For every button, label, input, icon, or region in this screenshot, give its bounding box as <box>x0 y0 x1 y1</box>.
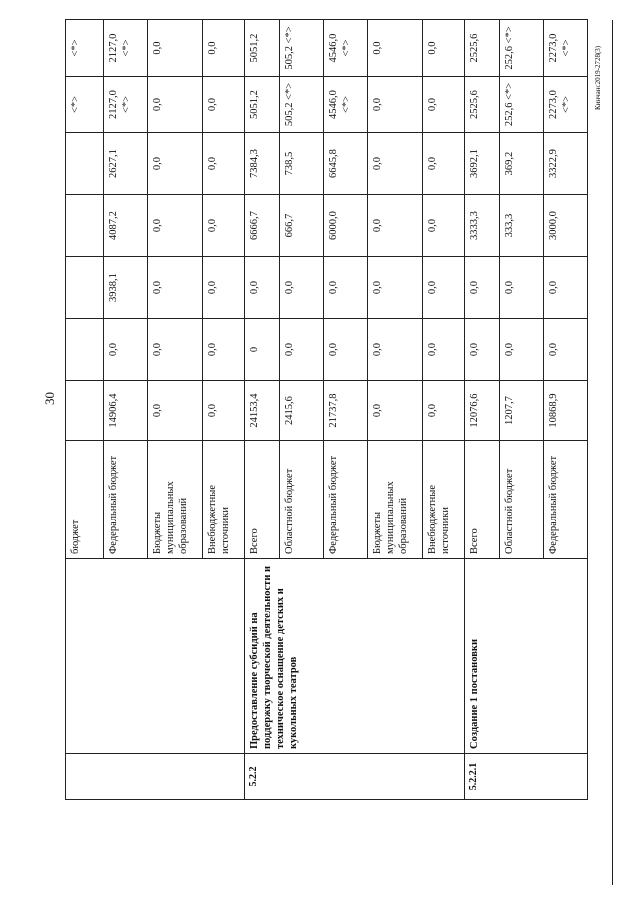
value-cell: 4546,0 <*> <box>324 77 368 133</box>
page-number: 30 <box>42 392 57 405</box>
value-cell: 0,0 <box>465 319 500 381</box>
value-cell: 0,0 <box>203 77 245 133</box>
value-cell: 2525,6 <box>465 20 500 77</box>
value-cell: 0,0 <box>203 381 245 441</box>
value-cell <box>66 133 104 195</box>
budget-table <box>65 19 588 800</box>
value-cell: 0,0 <box>324 319 368 381</box>
table-row <box>465 20 500 800</box>
value-cell: 10868,9 <box>544 381 588 441</box>
value-cell: 0,0 <box>245 257 280 319</box>
value-cell: 2127,0 <*> <box>104 20 148 77</box>
value-cell: 0,0 <box>203 133 245 195</box>
value-cell: 2627,1 <box>104 133 148 195</box>
value-cell: 369,2 <box>500 133 544 195</box>
row-code-cell: 5.2.2 <box>245 754 465 800</box>
budget-table-rotated <box>65 20 573 800</box>
value-cell: 2525,6 <box>465 77 500 133</box>
value-cell: 4087,2 <box>104 195 148 257</box>
source-cell: Внебюджетные источники <box>203 441 245 559</box>
value-cell: 0,0 <box>423 381 465 441</box>
value-cell: 0,0 <box>203 20 245 77</box>
source-cell: бюджет <box>66 441 104 559</box>
value-cell: 21737,8 <box>324 381 368 441</box>
value-cell: 0,0 <box>280 319 324 381</box>
value-cell: 0,0 <box>423 77 465 133</box>
value-cell: 0,0 <box>148 195 203 257</box>
value-cell: 738,5 <box>280 133 324 195</box>
value-cell: 0,0 <box>203 195 245 257</box>
value-cell: 12076,6 <box>465 381 500 441</box>
value-cell: 0,0 <box>280 257 324 319</box>
source-cell: Всего <box>245 441 280 559</box>
value-cell: 3333,3 <box>465 195 500 257</box>
source-cell: Бюджеты муниципальных образований <box>148 441 203 559</box>
value-cell: 7384,3 <box>245 133 280 195</box>
value-cell: 6666,7 <box>245 195 280 257</box>
value-cell: 0,0 <box>423 20 465 77</box>
row-title-cell: Создание 1 постановки <box>465 559 588 754</box>
value-cell: 4546,0 <*> <box>324 20 368 77</box>
value-cell: 3938,1 <box>104 257 148 319</box>
row-code-cell: 5.2.2.1 <box>465 754 588 800</box>
value-cell: 0,0 <box>544 319 588 381</box>
source-cell: Бюджеты муниципальных образований <box>368 441 423 559</box>
value-cell: 505,2 <*> <box>280 20 324 77</box>
value-cell: 0,0 <box>148 77 203 133</box>
value-cell: 0,0 <box>203 257 245 319</box>
value-cell: 0,0 <box>423 319 465 381</box>
value-cell: 252,6 <*> <box>500 20 544 77</box>
row-code-cell <box>66 754 245 800</box>
value-cell: 24153,4 <box>245 381 280 441</box>
row-title-cell: Предоставление субсидий на поддержку творческой деятельности и техническое оснащение детских и кукольных театров <box>245 559 465 754</box>
source-cell: Всего <box>465 441 500 559</box>
value-cell: 5051,2 <box>245 77 280 133</box>
value-cell: 0,0 <box>465 257 500 319</box>
value-cell <box>66 319 104 381</box>
table-row <box>245 20 280 800</box>
value-cell: 0,0 <box>368 133 423 195</box>
footer-note: Кинчанс2019-2728(3) <box>594 45 602 110</box>
value-cell: 0,0 <box>423 195 465 257</box>
value-cell: 2273,0 <*> <box>544 77 588 133</box>
value-cell: <*> <box>66 77 104 133</box>
value-cell: 2127,0 <*> <box>104 77 148 133</box>
value-cell: 505,2 <*> <box>280 77 324 133</box>
value-cell: 0,0 <box>104 319 148 381</box>
value-cell: 252,6 <*> <box>500 77 544 133</box>
value-cell: 1207,7 <box>500 381 544 441</box>
value-cell: 0,0 <box>423 257 465 319</box>
value-cell: 0,0 <box>368 319 423 381</box>
value-cell: 0,0 <box>500 319 544 381</box>
value-cell: 5051,2 <box>245 20 280 77</box>
value-cell: 2273,0 <*> <box>544 20 588 77</box>
value-cell: 333,3 <box>500 195 544 257</box>
value-cell: 0,0 <box>544 257 588 319</box>
value-cell: 0,0 <box>368 257 423 319</box>
source-cell: Областной бюджет <box>500 441 544 559</box>
value-cell: 0,0 <box>368 77 423 133</box>
source-cell: Областной бюджет <box>280 441 324 559</box>
value-cell: 3692,1 <box>465 133 500 195</box>
source-cell: Федеральный бюджет <box>104 441 148 559</box>
value-cell: 0,0 <box>324 257 368 319</box>
value-cell: 0,0 <box>203 319 245 381</box>
value-cell: 3000,0 <box>544 195 588 257</box>
value-cell: 0,0 <box>423 133 465 195</box>
value-cell: 0,0 <box>148 257 203 319</box>
value-cell <box>66 257 104 319</box>
value-cell: 2415,6 <box>280 381 324 441</box>
value-cell: 0,0 <box>148 20 203 77</box>
value-cell: 0,0 <box>148 381 203 441</box>
value-cell: 0,0 <box>148 133 203 195</box>
value-cell: 0,0 <box>148 319 203 381</box>
value-cell <box>66 381 104 441</box>
table-row <box>66 20 104 800</box>
right-margin-rule <box>612 20 613 885</box>
value-cell: 6645,8 <box>324 133 368 195</box>
value-cell: <*> <box>66 20 104 77</box>
row-title-cell <box>66 559 245 754</box>
value-cell: 0,0 <box>500 257 544 319</box>
value-cell: 0,0 <box>368 381 423 441</box>
value-cell: 0 <box>245 319 280 381</box>
value-cell <box>66 195 104 257</box>
value-cell: 0,0 <box>368 20 423 77</box>
source-cell: Федеральный бюджет <box>324 441 368 559</box>
value-cell: 666,7 <box>280 195 324 257</box>
source-cell: Внебюджетные источники <box>423 441 465 559</box>
source-cell: Федеральный бюджет <box>544 441 588 559</box>
value-cell: 3322,9 <box>544 133 588 195</box>
value-cell: 6000,0 <box>324 195 368 257</box>
value-cell: 14906,4 <box>104 381 148 441</box>
value-cell: 0,0 <box>368 195 423 257</box>
